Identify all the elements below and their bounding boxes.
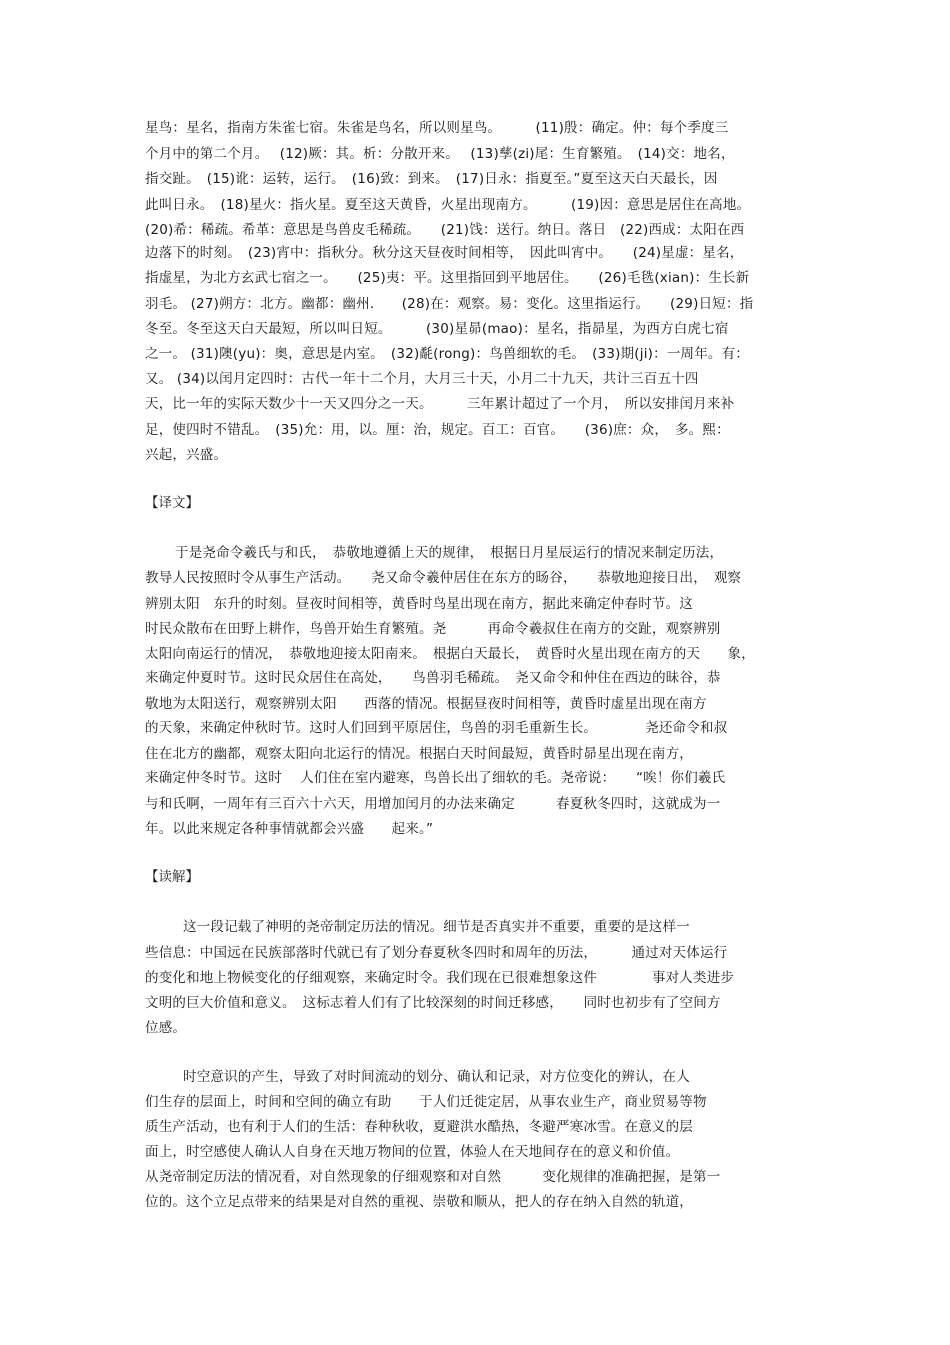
- reading-line: 面上，时空感使人确认人自身在天地万物间的位置，体验人在天地间存在的意义和价值。: [145, 1144, 680, 1160]
- reading-line: 些信息：中国远在民族部落时代就已有了划分春夏秋冬四时和周年的历法， 通过对天体运行: [145, 945, 728, 961]
- translation-line: 辨别太阳 东升的时刻。昼夜时间相等，黄昏时鸟星出现在南方，据此来确定仲春时节。这: [145, 596, 693, 612]
- translation-line: 住在北方的幽都，观察太阳向北运行的情况。根据白天时间最短，黄昏时昴星出现在南方，: [145, 746, 693, 762]
- note-line: 又。 (34)以闰月定四时：古代一年十二个月，大月三十天，小月二十九天，共计三百五十四: [145, 371, 699, 387]
- translation-line: 年。以此来规定各种事情就都会兴盛 起来。”: [145, 821, 434, 837]
- note-line: 此叫日永。 (18)星火：指火星。夏至这天黄昏，火星出现南方。 (19)因：意思是居住在高地。: [145, 197, 751, 213]
- note-line: 天，比一年的实际天数少十一天又四分之一天。 三年累计超过了一个月， 所以安排闰月来补: [145, 396, 735, 412]
- reading-line: 位感。: [145, 1020, 187, 1036]
- reading-line: 文明的巨大价值和意义。 这标志着人们有了比较深刻的时间迁移感， 同时也初步有了空间方: [145, 995, 721, 1011]
- note-line: 指交趾。 (15)讹：运转，运行。 (16)致：到来。 (17)日永：指夏至。”夏至这天白天最长，因: [145, 171, 718, 187]
- reading-line: 时空意识的产生，导致了对时间流动的划分、确认和记录，对方位变化的辨认，在人: [183, 1069, 690, 1085]
- reading-line: 质生产活动，也有利于人们的生活：春种秋收，夏避洪水酷热，冬避严寒冰雪。在意义的层: [145, 1119, 693, 1135]
- reading-line: 这一段记载了神明的尧帝制定历法的情况。细节是否真实并不重要，重要的是这样一: [183, 919, 690, 935]
- translation-line: 时民众散布在田野上耕作，鸟兽开始生育繁殖。尧 再命令羲叔住在南方的交趾，观察辨别: [145, 621, 721, 637]
- note-line: 星鸟：星名，指南方朱雀七宿。朱雀是鸟名，所以则星鸟。 (11)殷：确定。仲：每个季度三: [145, 120, 729, 136]
- note-line: 个月中的第二个月。 (12)厥：其。析：分散开来。 (13)孳(zi)尾：生育繁殖。 (14)交：地名，: [145, 146, 735, 162]
- translation-line: 的天象，来确定仲秋时节。这时人们回到平原居住，鸟兽的羽毛重新生长。 尧还命令和叔: [145, 720, 728, 736]
- reading-line: 位的。这个立足点带来的结果是对自然的重视、崇敬和顺从，把人的存在纳入自然的轨道，: [145, 1194, 693, 1210]
- reading-line: 从尧帝制定历法的情况看，对自然现象的仔细观察和对自然 变化规律的准确把握，是第一: [145, 1169, 721, 1185]
- note-line: 指虚星，为北方玄武七宿之一。 (25)夷：平。这里指回到平地居住。 (26)毛毨(xian)：生长新: [145, 270, 750, 286]
- note-line: 羽毛。 (27)朔方：北方。幽都：幽州. (28)在：观察。易：变化。这里指运行。 (29)日短：指: [145, 296, 754, 312]
- note-line: 兴起，兴盛。: [145, 447, 228, 463]
- translation-line: 来确定仲冬时节。这时 人们住在室内避寒，鸟兽长出了细软的毛。尧帝说： “唉！你们羲氏: [145, 770, 726, 786]
- note-line: 边落下的时刻。 (23)宵中：指秋分。秋分这天昼夜时间相等， 因此叫宵中。 (24)星虚：星名，: [145, 245, 744, 261]
- note-line: 足，使四时不错乱。 (35)允：用，以。厘：治，规定。百工：百官。 (36)庶：众， 多。熙：: [145, 422, 730, 438]
- translation-line: 来确定仲夏时节。这时民众居住在高处， 鸟兽羽毛稀疏。 尧又命令和仲住在西边的昧谷，恭: [145, 670, 721, 686]
- note-line: (20)希：稀疏。希革：意思是鸟兽皮毛稀疏。 (21)饯：送行。纳日。落日 (22)西成：太阳在西: [145, 222, 745, 238]
- translation-heading: 【译文】: [145, 495, 199, 511]
- translation-line: 敬地为太阳送行，观察辨别太阳 西落的情况。根据昼夜时间相等，黄昏时虚星出现在南方: [145, 696, 707, 712]
- reading-heading: 【读解】: [145, 869, 199, 885]
- translation-line: 太阳向南运行的情况， 恭敬地迎接太阳南来。 根据白天最长， 黄昏时火星出现在南方的天 象，: [145, 646, 755, 662]
- note-line: 冬至。冬至这天白天最短，所以叫日短。 (30)星昴(mao)：星名，指昴星，为西方白虎七宿: [145, 321, 729, 337]
- translation-line: 教导人民按照时令从事生产活动。 尧又命令羲仲居住在东方的旸谷， 恭敬地迎接日出， 观察: [145, 570, 742, 586]
- note-line: 之一。 (31)隩(yu)：奥，意思是内室。 (32)氄(rong)：鸟兽细软的毛。 (33)期(ji)：一周年。有：: [145, 346, 750, 362]
- reading-line: 们生存的层面上，时间和空间的确立有助 于人们迁徙定居，从事农业生产，商业贸易等物: [145, 1094, 707, 1110]
- translation-line: 与和氏啊，一周年有三百六十六天，用增加闰月的办法来确定 春夏秋冬四时，这就成为一: [145, 796, 721, 812]
- reading-line: 的变化和地上物候变化的仔细观察，来确定时令。我们现在已很难想象这件 事对人类进步: [145, 970, 735, 986]
- translation-line: 于是尧命令羲氏与和氏， 恭敬地遵循上天的规律， 根据日月星辰运行的情况来制定历法，: [175, 545, 724, 561]
